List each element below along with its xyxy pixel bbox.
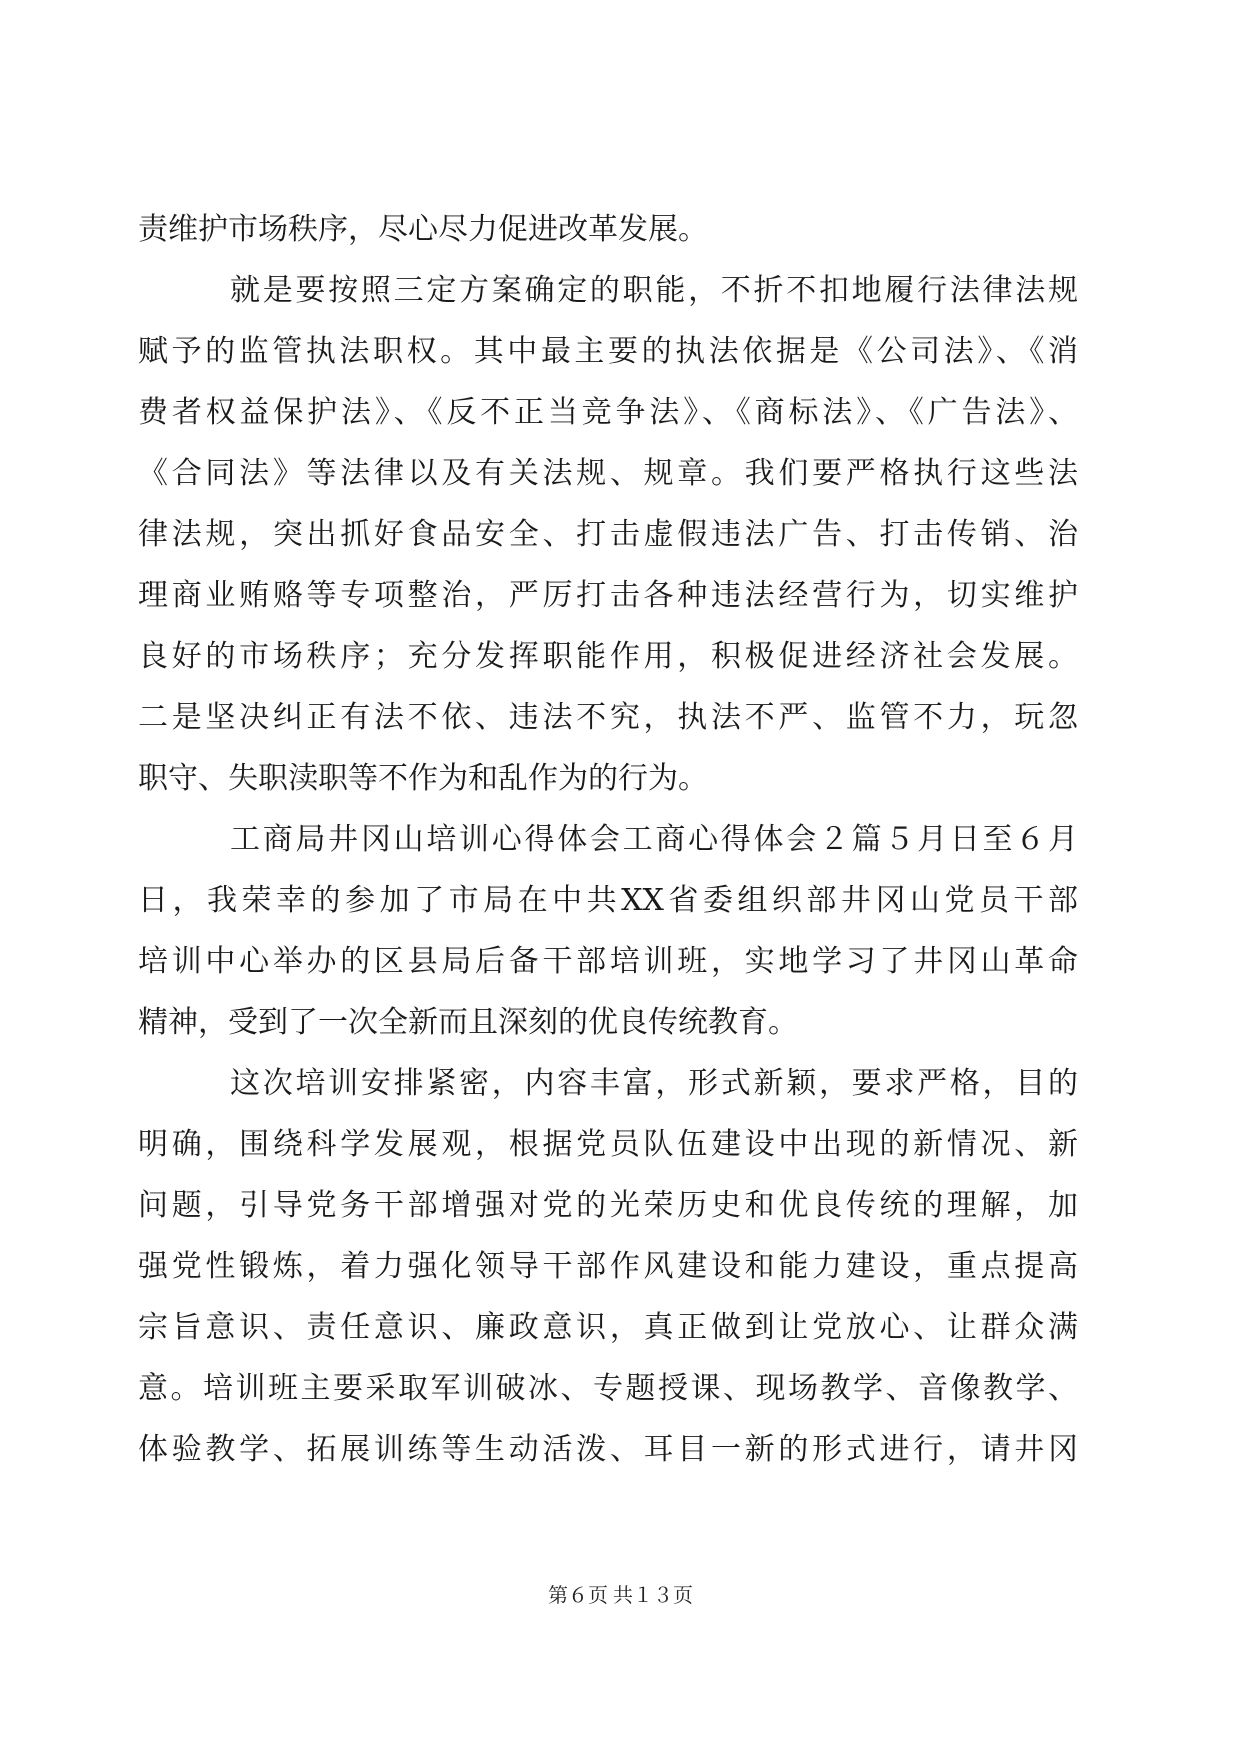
text-line: 明确，围绕科学发展观，根据党员队伍建设中出现的新情况、新 bbox=[138, 1127, 1078, 1162]
text-line: 日，我荣幸的参加了市局在中共XX省委组织部井冈山党员干部 bbox=[138, 883, 1078, 918]
document-body bbox=[138, 199, 1078, 1480]
text-line: 理商业贿赂等专项整治，严厉打击各种违法经营行为，切实维护 bbox=[138, 578, 1078, 613]
text-line: 工商局井冈山培训心得体会工商心得体会２篇５月日至６月 bbox=[230, 822, 1078, 857]
text-line: 职守、失职渎职等不作为和乱作为的行为。 bbox=[138, 761, 708, 796]
text-line: 费者权益保护法》、《反不正当竞争法》、《商标法》、《广告法》、 bbox=[138, 395, 1078, 430]
text-line: 强党性锻炼，着力强化领导干部作风建设和能力建设，重点提高 bbox=[138, 1249, 1078, 1284]
text-line: 意。培训班主要采取军训破冰、专题授课、现场教学、音像教学、 bbox=[138, 1371, 1078, 1406]
text-line: 这次培训安排紧密，内容丰富，形式新颖，要求严格，目的 bbox=[230, 1066, 1078, 1101]
text-line: 精神，受到了一次全新而且深刻的优良传统教育。 bbox=[138, 1005, 798, 1040]
text-line: 《合同法》等法律以及有关法规、规章。我们要严格执行这些法 bbox=[138, 456, 1078, 491]
text-line: 宗旨意识、责任意识、廉政意识，真正做到让党放心、让群众满 bbox=[138, 1310, 1078, 1345]
text-line: 问题，引导党务干部增强对党的光荣历史和优良传统的理解，加 bbox=[138, 1188, 1078, 1223]
text-line: 良好的市场秩序；充分发挥职能作用，积极促进经济社会发展。 bbox=[138, 639, 1078, 674]
text-line: 赋予的监管执法职权。其中最主要的执法依据是《公司法》、《消 bbox=[138, 334, 1078, 369]
text-line: 就是要按照三定方案确定的职能，不折不扣地履行法律法规 bbox=[230, 273, 1078, 308]
text-line: 律法规，突出抓好食品安全、打击虚假违法广告、打击传销、治 bbox=[138, 517, 1078, 552]
text-line: 体验教学、拓展训练等生动活泼、耳目一新的形式进行，请井冈 bbox=[138, 1432, 1078, 1467]
page-number-footer: 第６页 共１３页 bbox=[548, 1585, 693, 1607]
text-line: 二是坚决纠正有法不依、违法不究，执法不严、监管不力，玩忽 bbox=[138, 700, 1078, 735]
text-line: 责维护市场秩序，尽心尽力促进改革发展。 bbox=[138, 212, 708, 247]
text-line: 培训中心举办的区县局后备干部培训班，实地学习了井冈山革命 bbox=[138, 944, 1078, 979]
